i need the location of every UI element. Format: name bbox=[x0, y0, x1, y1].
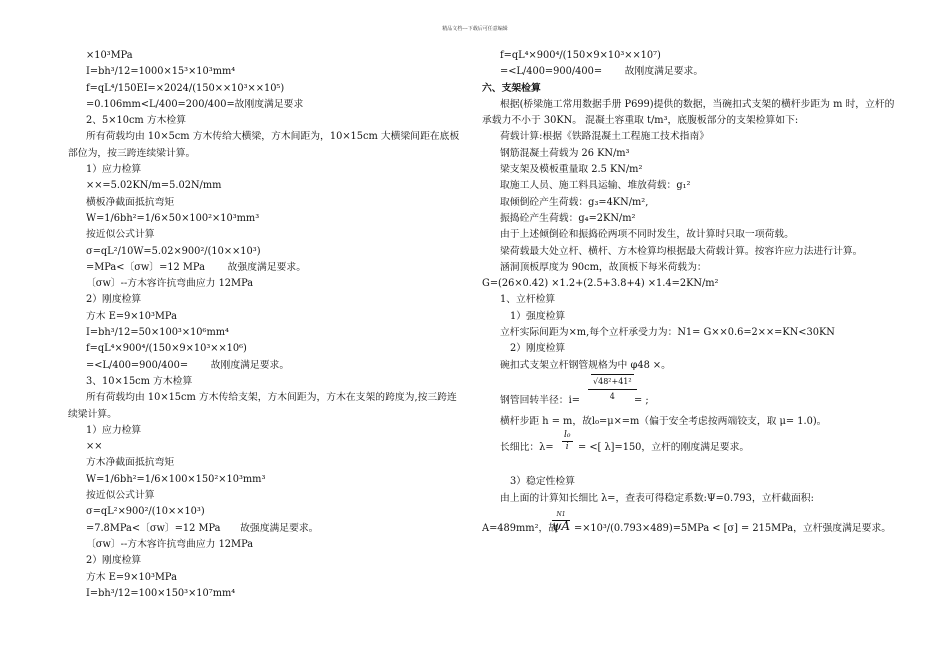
text-line: f=qL⁴×900⁴/(150×9×10³××10⁶) bbox=[86, 343, 247, 355]
text-line: ××=5.02KN/m=5.02N/mm bbox=[86, 180, 222, 192]
text-line: 涵洞顶板厚度为 90cm，故顶板下每米荷载为： bbox=[500, 261, 707, 273]
text-line: 由于上述倾倒砼和振捣砼两项不同时发生，故计算时只取一项荷载。 bbox=[500, 229, 794, 241]
text-line: 取倾倒砼产生荷载：g₃=4KN/m², bbox=[500, 196, 649, 208]
slenderness-label: 长细比：λ= bbox=[500, 442, 554, 454]
text-line: 按近似公式计算 bbox=[86, 490, 155, 502]
stability-denominator: ψA bbox=[552, 518, 571, 533]
page-header: 精品文档---下载后可任意编辑 bbox=[442, 26, 508, 32]
text-line: 3）稳定性检算 bbox=[510, 476, 576, 488]
text-line: I=bh³/12=100×150³×10⁷mm⁴ bbox=[86, 587, 236, 599]
subsection-heading: 1、立杆检算 bbox=[500, 294, 556, 306]
text-line: 按近似公式计算 bbox=[86, 229, 155, 241]
slenderness-numerator: l₀ bbox=[564, 430, 571, 441]
text-line: f=qL⁴×900⁴/(150×9×10³××10⁷) bbox=[500, 50, 661, 61]
text-line: I=bh³/12=1000×15³×10³mm⁴ bbox=[86, 66, 236, 78]
slenderness-denominator: i bbox=[565, 442, 569, 453]
text-line: ×10³MPa bbox=[86, 50, 133, 61]
text-line: 1）应力检算 bbox=[86, 424, 142, 436]
text-line: =0.106mm<L/400=200/400=故刚度满足要求 bbox=[86, 98, 304, 110]
text-line: =<L/400=900/400= 故刚度满足要求。 bbox=[500, 66, 704, 78]
gyration-numerator: √48²+41² bbox=[591, 374, 634, 389]
slenderness-formula bbox=[482, 430, 902, 458]
text-line: 方木 E=9×10³MPa bbox=[86, 310, 177, 322]
text-line: 方木 E=9×10³MPa bbox=[86, 571, 177, 583]
text-line: ×× bbox=[86, 441, 103, 453]
text-line: 1）应力检算 bbox=[86, 164, 142, 176]
text-line: 梁支架及模板重量取 2.5 KN/m² bbox=[500, 164, 643, 176]
text-line: 荷载计算:根据《铁路混凝土工程施工技术指南》 bbox=[500, 131, 710, 143]
text-line: 2）刚度检算 bbox=[86, 555, 142, 567]
right-column bbox=[482, 48, 902, 537]
text-line: 碗扣式支架立杆钢管规格为中 φ48 ×。 bbox=[500, 359, 671, 371]
stability-numerator: N1 bbox=[552, 509, 570, 521]
gyration-denominator: 4 bbox=[609, 391, 615, 401]
stability-tail: =×10³/(0.793×489)=5MPa < [σ] = 215MPa，立杆强度满足要求。 bbox=[574, 522, 892, 534]
text-line: =MPa<〔σw〕=12 MPa 故强度满足要求。 bbox=[86, 261, 307, 273]
text-line: 横板净截面抵抗弯矩 bbox=[86, 196, 175, 208]
text-line: =7.8MPa<〔σw〕=12 MPa 故强度满足要求。 bbox=[86, 522, 319, 534]
text-line: σ=qL²/10W=5.02×900²/(10××10³) bbox=[86, 245, 261, 257]
text-line: 振捣砼产生荷载：g₄=2KN/m² bbox=[500, 212, 636, 224]
slenderness-fraction bbox=[562, 430, 573, 453]
text-line: W=1/6bh²=1/6×50×100²×10³mm³ bbox=[86, 212, 260, 224]
slenderness-tail: = <[ λ]=150，立杆的刚度满足要求。 bbox=[578, 442, 750, 454]
stability-prefix: A=489mm²，故 bbox=[482, 522, 559, 534]
text-line: f=qL⁴/150EI=×2024/(150××10³××10⁵) bbox=[86, 82, 285, 94]
gyration-tail: = ; bbox=[634, 394, 649, 406]
text-line: I=bh³/12=50×100³×10⁶mm⁴ bbox=[86, 327, 229, 339]
text-line: 取施工人员、施工料具运输、堆放荷载：g₁² bbox=[500, 180, 691, 192]
text-line: G=(26×0.42) ×1.2+(2.5+3.8+4) ×1.4=2KN/m² bbox=[482, 278, 719, 290]
gyration-formula bbox=[482, 374, 902, 404]
text-line: 〔σw〕--方木容许抗弯曲应力 12MPa bbox=[86, 278, 254, 290]
text-line: 横杆步距 h = m，故l₀=μ×=m（偏于安全考虑按两端铰支，取 μ= 1.0)。 bbox=[500, 415, 827, 427]
text-line: 2）刚度检算 bbox=[86, 294, 142, 306]
text-line: σ=qL²×900²/(10××10³) bbox=[86, 506, 205, 518]
stability-fraction bbox=[552, 509, 570, 532]
paragraph: 所有荷载均由 10×5cm 方木传给大横梁，方木间距为，10×15cm 大横梁间距在底板部位为，按三跨连续梁计算。 bbox=[68, 131, 460, 159]
text-line: 立杆实际间距为×m,每个立杆承受力为：N1= G××0.6=2××=KN<30KN bbox=[500, 327, 835, 339]
text-line: 〔σw〕--方木容许抗弯曲应力 12MPa bbox=[86, 538, 254, 550]
left-column bbox=[68, 48, 463, 602]
paragraph: 梁荷载最大处立杆、横杆、方木检算均根据最大荷载计算。按容许应力法进行计算。 bbox=[500, 245, 863, 257]
subsection-heading: 2、5×10cm 方木检算 bbox=[86, 115, 187, 127]
text-line: 由上面的计算知长细比 λ=，查表可得稳定系数:Ψ=0.793，立杆截面积: bbox=[500, 492, 814, 504]
section-heading: 六、支架检算 bbox=[482, 82, 541, 94]
text-line: 方木净截面抵抗弯矩 bbox=[86, 457, 175, 469]
text-line: =<L/400=900/400= 故刚度满足要求。 bbox=[86, 359, 290, 371]
gyration-fraction bbox=[588, 374, 637, 404]
text-line: W=1/6bh²=1/6×100×150²×10³mm³ bbox=[86, 473, 266, 485]
subsection-heading: 3、10×15cm 方木检算 bbox=[86, 375, 193, 387]
text-line: 1）强度检算 bbox=[510, 310, 566, 322]
gyration-label: 钢管回转半径：i= bbox=[500, 394, 580, 406]
paragraph: 所有荷载均由 10×15cm 方木传给支架，方木间距为，方木在支架的跨度为,按三跨连续梁计算。 bbox=[68, 392, 457, 420]
text-line: 2）刚度检算 bbox=[510, 343, 566, 355]
paragraph: 根据(桥梁施工常用数据手册 P699)提供的数据，当碗扣式支架的横杆步距为 m 时，立杆的承载力不小于 30KN。 混凝土容重取 t/m³，底腹板部分的支架检算如下: bbox=[482, 98, 895, 127]
text-line: 钢筋混凝土荷载为 26 KN/m³ bbox=[500, 147, 630, 159]
stability-formula bbox=[482, 507, 902, 537]
